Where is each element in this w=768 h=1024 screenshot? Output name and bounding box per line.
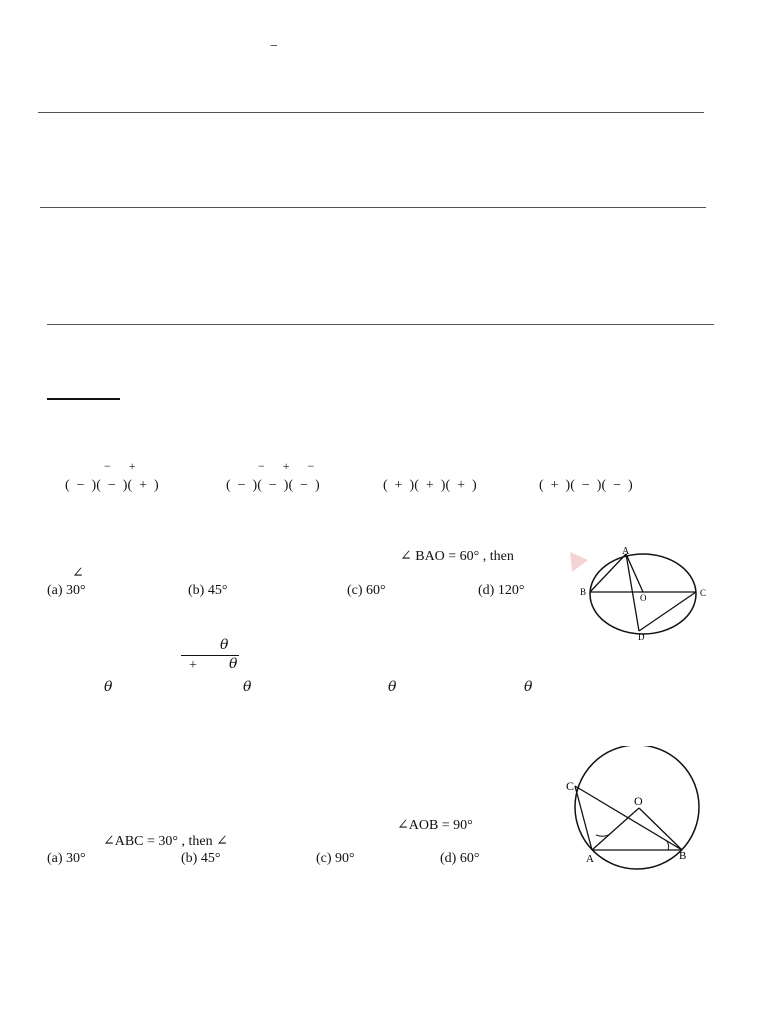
q4-circle-figure: [558, 746, 708, 874]
rule-1: [38, 112, 704, 113]
q4-stem-line2: ∠ABC = 30° , then ∠: [103, 834, 228, 849]
q1-option-a: ( − )( − )( + ): [65, 478, 159, 493]
q2-circle-figure: [568, 540, 728, 648]
header-dash: −: [270, 39, 278, 54]
q4-option-a[interactable]: (a) 30°: [47, 851, 86, 866]
q3-denominator-plus: +: [189, 658, 197, 673]
q4-option-c[interactable]: (c) 90°: [316, 851, 355, 866]
q1-option-b-superscript: − + −: [258, 459, 315, 473]
q3-option-a-theta: θ: [104, 679, 113, 695]
segment-ao: [592, 808, 639, 850]
q3-option-c-theta: θ: [388, 679, 397, 695]
fig-label-b: B: [679, 850, 687, 862]
rule-2: [40, 207, 706, 208]
q2-stem-text: ∠ BAO = 60° , then: [400, 549, 514, 564]
fig-label-o: O: [640, 593, 647, 603]
q4-option-d[interactable]: (d) 60°: [440, 851, 480, 866]
fig-label-b: B: [580, 587, 587, 597]
q1-option-c: ( + )( + )( + ): [383, 478, 477, 493]
q1-option-b: ( − )( − )( − ): [226, 478, 320, 493]
fig-label-a: A: [586, 853, 594, 865]
fig-label-d: D: [638, 632, 645, 642]
q3-denominator-theta: θ: [229, 656, 238, 672]
q3-option-d-theta: θ: [524, 679, 533, 695]
rule-3: [47, 324, 714, 325]
q2-option-b[interactable]: (b) 45°: [188, 583, 228, 598]
q3-numerator-theta: θ: [220, 637, 229, 653]
fig-label-c: C: [700, 588, 707, 598]
q4-option-b[interactable]: (b) 45°: [181, 851, 221, 866]
q4-stem-text: ∠AOB = 90°: [397, 818, 473, 833]
q3-option-b-theta: θ: [243, 679, 252, 695]
q1-option-d: ( + )( − )( − ): [539, 478, 633, 493]
q2-option-c[interactable]: (c) 60°: [347, 583, 386, 598]
chord-ca: [575, 786, 592, 850]
chord-ab: [590, 554, 626, 592]
pink-mark: [570, 552, 588, 572]
q2-angle-symbol: ∠: [72, 566, 84, 581]
q2-option-d[interactable]: (d) 120°: [478, 583, 525, 598]
chord-cd: [639, 592, 696, 631]
fig-label-o: O: [634, 794, 643, 808]
q2-option-a[interactable]: (a) 30°: [47, 583, 86, 598]
fig-label-c: C: [566, 779, 575, 793]
segment-bo: [639, 808, 682, 850]
q1-option-a-superscript: − +: [104, 459, 136, 473]
fig-label-a: A: [622, 546, 630, 557]
section-heading-underline: [47, 398, 120, 400]
